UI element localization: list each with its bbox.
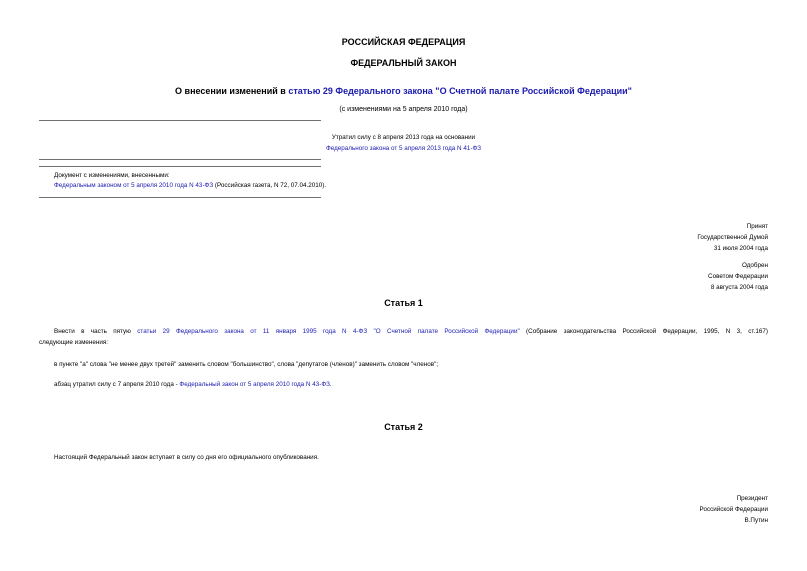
article1-para1-suffix: (Собрание законодательства Российской Федерации, 1995, N 3, ст.167) bbox=[519, 328, 768, 335]
divider bbox=[39, 120, 321, 121]
signature-country: Российской Федерации bbox=[699, 506, 768, 513]
article1-para3-suffix: . bbox=[329, 381, 332, 388]
signature-title: Президент bbox=[736, 495, 768, 502]
article1-para3-prefix: абзац утратил силу с 7 апреля 2010 года - bbox=[54, 381, 180, 388]
article1-para3 bbox=[54, 381, 332, 388]
article1-heading: Статья 1 bbox=[384, 298, 423, 308]
changes-suffix: (Российская газета, N 72, 07.04.2010). bbox=[213, 182, 327, 189]
article2-para1: Настоящий Федеральный закон вступает в силу со дня его официального опубликования. bbox=[54, 454, 319, 461]
divider bbox=[39, 159, 321, 160]
document-title-prefix: О внесении изменений в bbox=[175, 86, 289, 96]
expired-law-link[interactable]: Федерального закона от 5 апреля 2013 года N 41-ФЗ bbox=[325, 145, 482, 152]
divider bbox=[39, 197, 321, 198]
article1-para3-link[interactable]: Федеральный закон от 5 апреля 2010 года N 43-ФЗ bbox=[179, 381, 330, 388]
adopted-block bbox=[697, 221, 768, 254]
adopted-line3: 31 июля 2004 года bbox=[713, 245, 768, 252]
document-title-link[interactable]: статью 29 Федерального закона "О Счетной палате Российской Федерации" bbox=[288, 86, 632, 96]
expired-line: Утратил силу с 8 апреля 2013 года на основании bbox=[331, 134, 476, 141]
approved-line2: Советом Федерации bbox=[708, 273, 768, 280]
approved-line3: 8 августа 2004 года bbox=[710, 284, 768, 291]
doc-type-heading: ФЕДЕРАЛЬНЫЙ ЗАКОН bbox=[350, 58, 457, 68]
country-heading: РОССИЙСКАЯ ФЕДЕРАЦИЯ bbox=[341, 37, 466, 47]
article1-law-link[interactable]: статьи 29 Федерального закона от 11 января 1995 года N 4-ФЗ "О Счетной палате Российской Федерации" bbox=[137, 328, 520, 335]
approved-block bbox=[708, 260, 768, 293]
article1-para2: в пункте "а" слова "не менее двух третей" заменить словом "большинство", слова "депутатов (членов)" заменить словом "членов"; bbox=[54, 361, 439, 368]
adopted-line2: Государственной Думой bbox=[697, 234, 768, 241]
changes-intro: Документ с изменениями, внесенными: bbox=[54, 172, 170, 179]
document-title bbox=[0, 86, 807, 96]
divider bbox=[39, 166, 321, 167]
article1-para1 bbox=[54, 328, 768, 335]
article1-para1-prefix: Внести в часть пятую bbox=[54, 328, 138, 335]
approved-line1: Одобрен bbox=[741, 262, 768, 269]
signature-name: В.Путин bbox=[744, 517, 768, 524]
expired-law-link-wrap bbox=[0, 145, 807, 152]
signature-block bbox=[700, 493, 768, 526]
adopted-line1: Принят bbox=[746, 223, 768, 230]
article2-heading: Статья 2 bbox=[384, 422, 423, 432]
article1-para1-line2: следующие изменения: bbox=[39, 339, 109, 346]
changes-law-link[interactable]: Федеральным законом от 5 апреля 2010 года N 43-ФЗ bbox=[54, 182, 214, 189]
amended-note: (с изменениями на 5 апреля 2010 года) bbox=[339, 106, 468, 113]
changes-line bbox=[54, 182, 326, 189]
